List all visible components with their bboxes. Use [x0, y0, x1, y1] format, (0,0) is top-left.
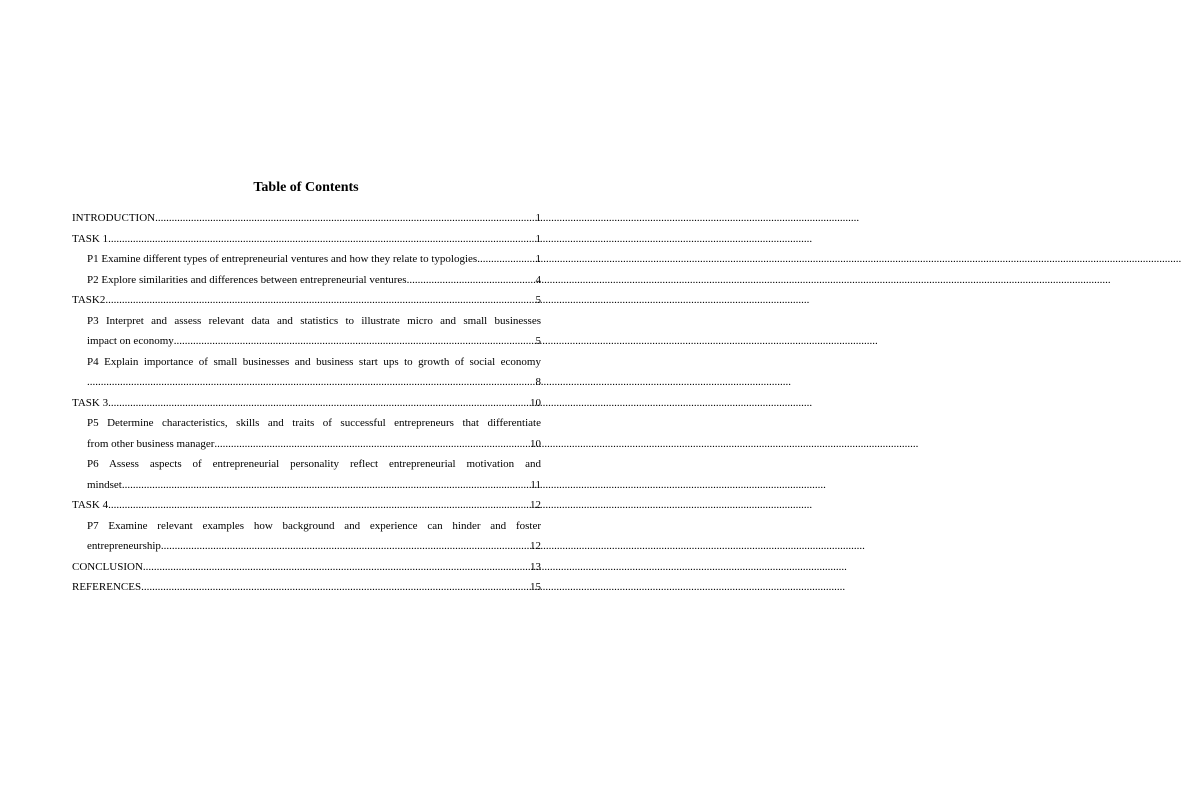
toc-entry-label: TASK 3 — [72, 396, 109, 409]
toc-page-number: 1 — [535, 232, 541, 245]
toc-entry-label: P2 Explore similarities and differences between entrepreneurial ventures — [87, 273, 407, 286]
toc-entry-label-line-2: from other business manager — [87, 437, 215, 450]
toc-entry-task-3[interactable] — [72, 393, 541, 414]
toc-page-number: 12 — [530, 540, 541, 552]
dot-leader — [87, 372, 536, 393]
toc-entry-label-line-2: entrepreneurship — [87, 540, 161, 552]
toc-entry-label: TASK 1 — [72, 232, 109, 245]
dot-leader — [214, 434, 530, 455]
toc-entry-task-1[interactable] — [72, 229, 541, 250]
table-of-contents — [72, 208, 541, 598]
toc-entry-label-line-1: P3 Interpret and assess relevant data and statistics to illustrate micro and small businesses — [87, 314, 541, 327]
toc-entry-p5[interactable] — [72, 413, 541, 454]
toc-page-number: 4 — [535, 273, 541, 286]
toc-entry-label-line-1: P5 Determine characteristics, skills and traits of successful entrepreneurs that differentiate — [87, 417, 541, 429]
dot-leader — [143, 557, 530, 578]
toc-entry-label: TASK 4 — [72, 499, 109, 511]
dot-leader — [407, 270, 536, 291]
dot-leader — [174, 331, 536, 352]
toc-page-number: 5 — [535, 335, 541, 347]
toc-entry-conclusion[interactable] — [72, 557, 541, 578]
toc-entry-label-line-2: impact on economy — [87, 335, 174, 347]
toc-entry-p3[interactable] — [72, 311, 541, 352]
dot-leader — [105, 290, 535, 311]
toc-page-number: 8 — [535, 376, 541, 388]
toc-page-number: 10 — [530, 396, 541, 409]
toc-page-number: 12 — [530, 499, 541, 511]
toc-entry-p2[interactable] — [72, 270, 541, 291]
toc-entry-introduction[interactable] — [72, 208, 541, 229]
toc-entry-p4[interactable] — [72, 352, 541, 393]
toc-entry-p6[interactable] — [72, 454, 541, 495]
toc-entry-p7[interactable] — [72, 516, 541, 557]
toc-page-number: 15 — [530, 581, 541, 593]
dot-leader — [155, 208, 535, 229]
toc-entry-label: P1 Examine different types of entrepreneurial ventures and how they relate to typologies — [87, 253, 478, 265]
toc-page-number: 5 — [535, 294, 541, 306]
toc-page-number: 1 — [535, 253, 541, 265]
toc-entry-references[interactable] — [72, 577, 541, 598]
dot-leader — [108, 495, 530, 516]
toc-title: Table of Contents — [253, 180, 359, 195]
toc-entry-task-2[interactable] — [72, 290, 541, 311]
toc-entry-label-line-2: mindset — [87, 478, 122, 491]
dot-leader — [161, 536, 530, 557]
toc-entry-label: TASK2 — [72, 294, 106, 306]
dot-leader — [108, 229, 535, 250]
dot-leader — [141, 577, 530, 598]
toc-entry-label: REFERENCES — [72, 581, 142, 593]
toc-entry-label: INTRODUCTION — [72, 212, 156, 224]
toc-entry-label-line-1: P6 Assess aspects of entrepreneurial personality reflect entrepreneurial motivation and — [87, 458, 541, 470]
dot-leader — [477, 249, 535, 270]
dot-leader — [108, 393, 530, 414]
toc-page-number: 10 — [530, 437, 541, 450]
toc-entry-label: CONCLUSION — [72, 560, 143, 573]
toc-entry-task-4[interactable] — [72, 495, 541, 516]
toc-page-number: 1 — [535, 212, 541, 224]
toc-entry-label-line-1: P7 Examine relevant examples how background and experience can hinder and foster — [87, 519, 541, 532]
toc-entry-p1[interactable] — [72, 249, 541, 270]
toc-entry-label-line-1: P4 Explain importance of small businesses and business start ups to growth of social economy — [87, 355, 541, 368]
toc-page-number: 13 — [530, 560, 541, 573]
toc-page-number: 11 — [530, 478, 541, 491]
dot-leader — [122, 475, 531, 496]
